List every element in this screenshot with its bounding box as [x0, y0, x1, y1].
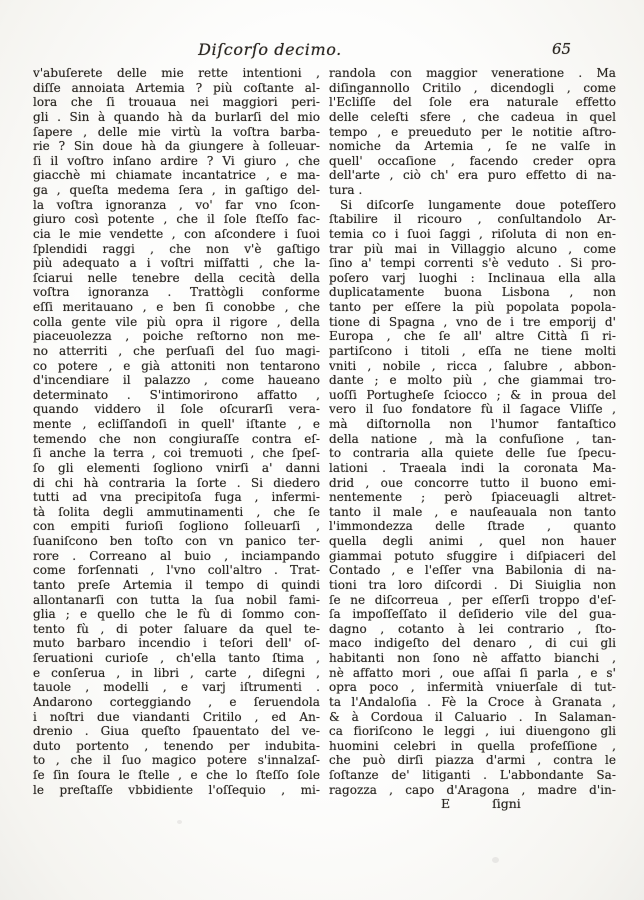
text-line: partiſcono i titoli , eſſa ne tiene molti: [329, 343, 616, 358]
text-line: & à Cordoua il Caluario . In Salaman-: [329, 709, 616, 724]
text-line: mà diſtornolla non l'humor fantaſtico: [329, 417, 616, 431]
text-line: duplicatamente buona Lisbona , non: [329, 285, 616, 300]
text-line: dell'arte , ciò ch' era puro effetto di na-: [329, 168, 616, 183]
text-line: di chi hà contraria la ſorte . Si diedero: [33, 475, 320, 490]
running-header: Diſcorſo decimo.: [198, 40, 342, 59]
text-line: tura .: [329, 183, 363, 197]
text-line: tanto preſe Artemia il tempo di quindi: [33, 577, 320, 592]
text-line: nomiche da Artemia , ſe ne valſe in: [329, 139, 616, 154]
text-line: ſoſtanze de' litiganti . L'abbondante Sa-: [329, 768, 616, 782]
text-line: tutti ad vna precipitoſa fuga , infermi-: [33, 490, 320, 505]
text-line: allontanarſi con tutta la ſua nobil fami-: [33, 592, 320, 607]
text-line: duto portento , tenendo per indubita-: [33, 738, 320, 753]
text-line: tento fù , di poter ſaluare da quel te-: [33, 621, 320, 636]
page-number: 65: [552, 40, 572, 58]
text-line: ſplendidi raggi , che non v'è gaſtigo: [33, 241, 320, 256]
scan-blemish: [177, 820, 182, 824]
text-line: colla gente vile più opra il rigore , della: [33, 314, 320, 329]
text-line: la voſtra ignoranza , vo' far vno ſcon-: [33, 197, 320, 212]
text-line: Europa , che ſe all' altre Città ſi ri-: [329, 329, 616, 344]
text-line: eſſi meritauano , e ben ſi conobbe , che: [33, 300, 320, 314]
text-line: ragozza , capo d'Aragona , madre d'in-: [329, 782, 616, 797]
text-line: tione di Spagna , vno de i tre emporij d': [329, 314, 616, 329]
catchword: ſigni: [492, 796, 521, 812]
text-line: vniti , nobile , ricca , ſalubre , abbon-: [329, 358, 616, 373]
text-line: randola con maggior veneratione . Ma: [329, 66, 616, 80]
text-line: d'incendiare il palazzo , come haueano: [33, 373, 320, 388]
text-line: ſciarui nelle tenebre della cecità della: [33, 270, 320, 285]
text-line: delle celeſti sfere , che cadeua in quel: [329, 109, 616, 124]
text-line: più adequato a i voſtri miſfatti , che la-: [33, 256, 320, 271]
text-line: tempo , e preueduto per le notitie aſtro-: [329, 124, 616, 139]
text-line: nentemente ; però ſpiaceuagli altret-: [329, 490, 616, 505]
text-line: ta l'Andaloſia . Fè la Croce à Granata ,: [329, 694, 616, 709]
text-line: diſingannollo Critilo , dicendogli , come: [329, 80, 616, 95]
text-line: to , che il ſuo magico potere s'innalzaſ-: [33, 753, 320, 768]
text-line: Andarono corteggiando , e ſeruendola: [33, 694, 320, 709]
text-line: temendo che non congiuraſſe contra eſ-: [33, 431, 320, 446]
text-line: ſo gli elementi ſogliono vnirſi a' danni: [33, 460, 320, 475]
text-line: e conſerua , in libri , carte , diſegni ,: [33, 665, 320, 680]
text-line: temia co i ſuoi ſaggi , riſoluta di non en-: [329, 226, 616, 241]
text-line: rore . Correano al buio , inciampando: [33, 548, 320, 563]
text-line: drid , oue concorre tutto il buono emi-: [329, 475, 616, 490]
text-line: mente , ecliſſandoſi in quell' iſtante , e: [33, 417, 320, 431]
text-line: lora che ſi trouaua nei maggiori peri-: [33, 95, 320, 110]
text-line: giammai potuto sfuggire i diſpiaceri del: [329, 548, 616, 563]
text-line: Contado , e l'eſſer vna Babilonia di na-: [329, 563, 616, 578]
text-line: ſtabilire il ricouro , conſultandolo Ar-: [329, 212, 616, 227]
text-line: tanto il male , e nauſeauala non tanto: [329, 504, 616, 519]
text-line: ſapere , delle mie virtù la voſtra barba-: [33, 124, 320, 139]
text-line: tà ſolita degli ammutinamenti , che ſe: [33, 504, 320, 519]
text-line: lationi . Traeala indi la coronata Ma-: [329, 460, 616, 475]
text-line: rie ? Sin doue hà da giungere à ſolleuar-: [33, 139, 320, 154]
text-line: to contraria alla quiete delle ſue ſpecu-: [329, 446, 616, 461]
text-line: dagno , cotanto à lei contrario , ſto-: [329, 621, 616, 636]
text-line: Si diſcorſe lungamente doue poteſſero: [340, 197, 616, 212]
text-line: con empiti furioſi ſogliono ſolleuarſi ,: [33, 519, 320, 534]
text-line: come forſennati , l'vno coll'altro . Trat-: [33, 563, 320, 578]
text-line: determinato . S'intimorirono affatto ,: [33, 387, 320, 402]
signature-mark: E: [441, 796, 451, 812]
text-line: tauole , modelli , e varj iſtrumenti .: [33, 680, 320, 695]
text-line: tanto per eſſere la più popolata popola-: [329, 300, 616, 314]
text-line: muto barbaro incendio i teſori dell' oſ-: [33, 636, 320, 651]
text-line: cia le mie vendette , con aſcondere i ſuoi: [33, 226, 320, 241]
text-line: trar più mai in Villaggio alcuno , come: [329, 241, 616, 256]
text-line: l'immondezza delle ſtrade , quanto: [329, 519, 616, 534]
text-line: piaceuolezza , poiche reſtorno non me-: [33, 329, 320, 344]
text-line: habitanti non ſono nè affatto bianchi ,: [329, 651, 616, 665]
text-line: glia ; e quello che le fù di ſommo con-: [33, 607, 320, 622]
text-line: ſi anche la terra , coi tremuoti , che ſpeſ-: [33, 446, 320, 461]
text-line: i noſtri due viandanti Critilo , ed An-: [33, 709, 320, 724]
text-line: ſino a' tempi correnti s'è veduto . Si pro-: [329, 256, 616, 271]
text-line: giuro così potente , che il ſole ſteſſo fac-: [33, 212, 320, 227]
scan-blemish: [492, 857, 499, 863]
text-line: ſe ne diſcorreua , per eſſerſi troppo d'eſ-: [329, 592, 616, 607]
text-line: tioni tra loro diſcordi . Di Siuiglia non: [329, 577, 616, 592]
text-line: voſtra ignoranza . Trattògli conforme: [33, 285, 320, 300]
text-line: v'abuſerete delle mie rette intentioni ,: [33, 66, 320, 80]
signature-line: [329, 797, 616, 812]
text-line: co potere , e già attoniti non tentarono: [33, 358, 320, 373]
text-line: vero il ſuo fondatore fù il ſagace Vliſſe ,: [329, 402, 616, 417]
text-block: [33, 66, 616, 812]
text-line: gli . Sin à quando hà da burlarſi del mio: [33, 109, 320, 124]
text-line: l'Ecliſſe del ſole era naturale effetto: [329, 95, 616, 110]
text-line: dante ; e molto più , che giammai tro-: [329, 373, 616, 388]
text-line: uoſſi Portugheſe ſciocco ; & in proua del: [329, 387, 616, 402]
text-line: huomini celebri in quella profeſſione ,: [329, 738, 616, 753]
text-line: ga , queſta medema ſera , in gaſtigo del-: [33, 183, 320, 197]
text-line: drenio . Giua queſto ſpauentato del ve-: [33, 724, 320, 739]
text-line: quell' occaſione , facendo creder opra: [329, 153, 616, 168]
text-line: ſa impoſſeſſato il deſiderio vile del gua-: [329, 607, 616, 622]
text-line: opra poco , infermità vniuerſale di tut-: [329, 680, 616, 695]
text-line: no atterriti , che perſuaſi del ſuo magi-: [33, 343, 320, 358]
text-line: che può dirſi piazza d'armi , contra le: [329, 753, 616, 768]
text-line: della natione , mà la confuſione , tan-: [329, 431, 616, 446]
text-line: ſi il voſtro inſano ardire ? Vi giuro , che: [33, 153, 320, 168]
text-line: ca fioriſcono le leggi , iui diuengono gli: [329, 724, 616, 739]
text-line: quella degli animi , quel non hauer: [329, 534, 616, 548]
text-line: nè affatto mori , oue aſſai ſi parla , e s': [329, 665, 616, 680]
text-line: maco indigeſto del denaro , di cui gli: [329, 636, 616, 651]
text-line: poſero varj luoghi : Inclinaua ella alla: [329, 270, 616, 285]
text-line: ſuaniſcono ben toſto con vn panico ter-: [33, 534, 320, 548]
text-line: diſſe annoiata Artemia ? più coſtante al-: [33, 80, 320, 95]
text-line: giacchè mi chiamate incantatrice , e ma-: [33, 168, 320, 183]
text-line: quando viddero il ſole oſcurarſi vera-: [33, 402, 320, 417]
left-column: [33, 66, 320, 812]
text-line: le preſtaſſe vbbidiente l'oſſequio , mi-: [33, 782, 320, 797]
right-column: [329, 66, 616, 812]
text-line: ſe ſin ſoura le ſtelle , e che lo ſteſſo ſole: [33, 768, 320, 782]
text-line: ſeruationi curioſe , ch'ella tanto ſtima ,: [33, 651, 320, 665]
